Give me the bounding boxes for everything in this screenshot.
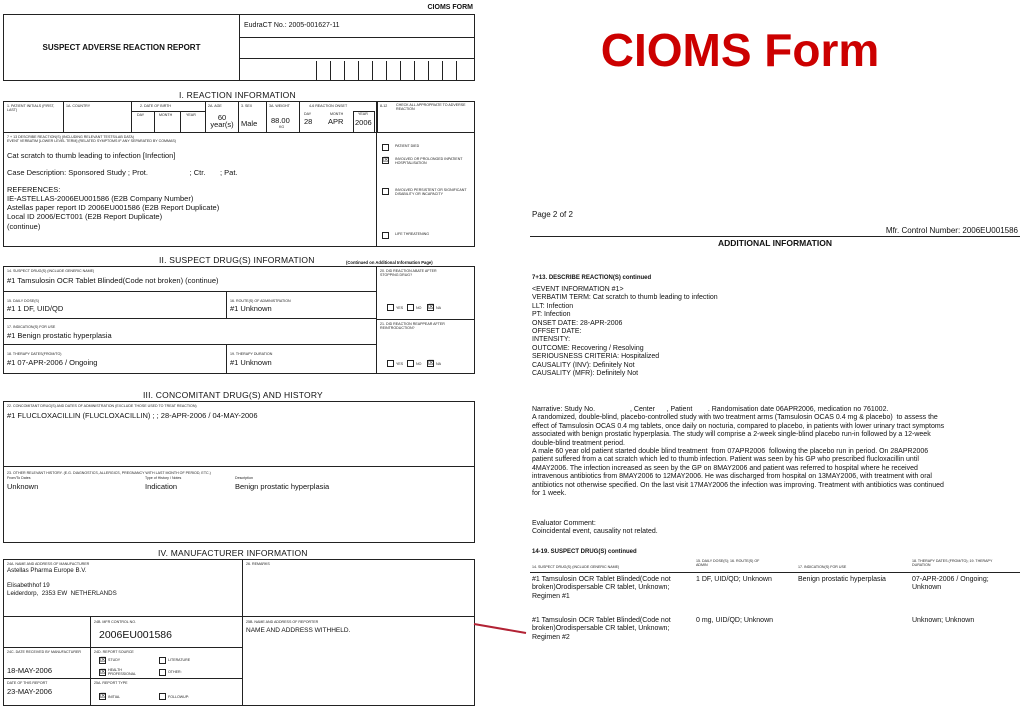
health-prof-checkbox[interactable]: ☒ [100, 669, 107, 676]
abate-box [376, 266, 475, 320]
weight-label: 3A. WEIGHT [269, 104, 290, 108]
onset-year-label: YEAR [358, 112, 368, 116]
event-line: CAUSALITY (INV): Definitely Not [532, 361, 635, 369]
suspect-table-header [530, 559, 1020, 573]
reporter-box [242, 616, 475, 706]
onset-label: 4-6 REACTION ONSET [309, 104, 348, 108]
remarks-label: 26. REMARKS [246, 562, 270, 566]
route-value: #1 Unknown [230, 304, 272, 313]
other-checkbox[interactable] [159, 669, 166, 676]
narrative-line: associated with benign prostatic hyperplasia. The study will comprise a 2-week single-blind placebo run-in followed by a 12-week [532, 431, 931, 439]
row1-indication: Benign prostatic hyperplasia [798, 576, 886, 583]
reappear-no-checkbox[interactable] [407, 360, 414, 367]
remarks-box [242, 559, 475, 617]
narrative-line: antibiotics not otherwise specified. On the last visit 17MAY2006 the infection was improving. Treatment with antibiotics was continued [532, 481, 944, 489]
section-suspect-title: II. SUSPECT DRUG(S) INFORMATION [159, 255, 315, 265]
reappear-na-checkbox[interactable]: ☒ [428, 360, 435, 367]
abate-yes-checkbox[interactable] [387, 304, 394, 311]
additional-control-number: Mfr. Control Number: 2006EU001586 [885, 226, 1018, 235]
literature-label: LITERATURE [168, 658, 191, 662]
control-number-box [90, 616, 243, 648]
event-line: ONSET DATE: 28-APR-2006 [532, 319, 623, 327]
table-header-dates: 18. THERAPY DATES (FROM/TO); 19. THERAPY DURATION [912, 559, 993, 568]
hospitalisation-label: INVOLVED OR PROLONGED INPATIENT HOSPITALISATION [395, 157, 463, 166]
event-line: LLT: Infection [532, 302, 574, 310]
row2-dates: Unknown; Unknown [912, 617, 975, 624]
report-type-label: 25A. REPORT TYPE [94, 681, 128, 685]
route-box [226, 291, 377, 319]
describe-line: Cat scratch to thumb leading to infection [Infection] [7, 151, 176, 160]
check-all-label: CHECK ALL APPROPRIATE TO ADVERSE REACTION [396, 103, 466, 112]
id-grid [239, 58, 475, 81]
row2-dose: 0 mg, UID/QD; Unknown [696, 617, 774, 624]
age-value: 60 year(s) [210, 113, 234, 129]
indication-value: #1 Benign prostatic hyperplasia [7, 331, 112, 340]
concomitant-value: #1 FLUCLOXACILLIN (FLUCLOXACILLIN) ; ; 28-APR-2006 / 04-MAY-2006 [7, 411, 258, 420]
table-row: #1 Tamsulosin OCR Tablet Blinded(Code not broken)Orodispersable CR tablet, Unknown; Regimen #1 [532, 576, 671, 600]
suspect-drug-box [3, 266, 377, 292]
describe-label: 7 + 13 DESCRIBE REACTION(S) (INCLUDING RELEVANT TESTS/LAB DATA) [7, 135, 134, 139]
onset-month-label: MONTH [330, 112, 344, 116]
checkall-box [376, 101, 475, 247]
manufacturer-address-line: Astellas Pharma Europe B.V. [7, 567, 87, 574]
reappear-na-label: NA [436, 362, 441, 366]
history-type-label: Type of History / Notes [145, 476, 182, 480]
evaluator-line: Evaluator Comment: [532, 520, 596, 527]
connector-line [470, 600, 530, 640]
table-header-dose: 15. DAILY DOSE(S); 16. ROUTE(S) OF ADMIN [696, 559, 760, 568]
history-label: 23. OTHER RELEVANT HISTORY. (E.G. DIAGNOSTICS, ALLERGICS, PREGNANCY WITH LAST MONTH OF PERIOD, ETC.) [7, 471, 211, 475]
duration-value: #1 Unknown [230, 358, 272, 367]
suspect-drug-label: 14. SUSPECT DRUG(S) (INCLUDE GENERIC NAME) [7, 269, 95, 273]
sex-label: 3. SEX [241, 104, 253, 108]
health-prof-label: HEALTH PROFESSIONAL [108, 668, 136, 677]
event-line: PT: Infection [532, 311, 571, 319]
date-report-box [3, 678, 91, 706]
dose-box [3, 291, 227, 319]
describe-continued-title: 7+13. DESCRIBE REACTION(S) continued [532, 275, 652, 281]
describe-sub: EVENT VERBATIM [LOWER LEVEL TERM] (RELATED SYMPTOMS IF ANY SEPARATED BY COMMAS) [7, 139, 177, 143]
describe-line: Astellas paper report ID 2006EU001586 (E2B Report Duplicate) [7, 203, 220, 213]
narrative-line: for 1 week. [532, 490, 567, 498]
dose-value: #1 1 DF, UID/QD [7, 304, 64, 313]
onset-month: APR [328, 117, 344, 126]
date-report-value: 23-MAY-2006 [7, 687, 53, 696]
narrative-line: double-blind treatment period. [532, 439, 626, 447]
other-label: OTHER: [168, 670, 182, 674]
evaluator-comment [532, 520, 658, 537]
abate-na-checkbox[interactable]: ☒ [428, 304, 435, 311]
literature-checkbox[interactable] [159, 657, 166, 664]
describe-line [7, 160, 238, 168]
duration-label: 19. THERAPY DURATION [230, 352, 273, 356]
eudract-box [239, 14, 475, 38]
history-from-value: Unknown [7, 482, 39, 491]
manufacturer-address-line: Elisabethhof 19 [7, 581, 50, 589]
blank-box [239, 37, 475, 59]
form-header-tag: CIOMS FORM [427, 4, 473, 11]
narrative-line: Narrative: Study No. , Center , Patient . Randomisation date 06APR2006, medication no 761002. [532, 406, 889, 413]
indication-box [3, 318, 377, 345]
suspect-note: (Continued on Additional Information Page) [346, 260, 433, 265]
event-line: INTENSITY: [532, 336, 571, 344]
event-information [532, 286, 718, 378]
history-desc-value: Benign prostatic hyperplasia [235, 482, 330, 491]
describe-line: (continue) [7, 221, 41, 231]
report-source-box [90, 647, 243, 679]
abate-no-checkbox[interactable] [407, 304, 414, 311]
life-threatening-label: LIFE THREATENING [395, 232, 430, 236]
event-line: OUTCOME: Recovering / Resolving [532, 344, 644, 352]
event-line: VERBATIM TERM: Cat scratch to thumb leading to infection [532, 294, 718, 302]
onset-day: 28 [304, 117, 313, 126]
narrative-line: patient suffered from a cat scratch which led to thumb infection. Patient was seen by his GP who prescribed flucloxacillin until [532, 456, 919, 464]
life-threatening-checkbox[interactable] [382, 232, 389, 239]
age-label: 2A. AGE [208, 104, 222, 108]
suspect-continued-title: 14-19. SUSPECT DRUG(S) continued [532, 549, 637, 555]
received-label: 24C. DATE RECEIVED BY MANUFACTURER [7, 650, 81, 654]
source-label: 24D. REPORT SOURCE [94, 650, 134, 654]
describe-line: IE-ASTELLAS-2006EU001586 (E2B Company Number) [7, 193, 194, 203]
reappear-no-label: NO [416, 362, 422, 366]
patient-died-label: PATIENT DIED [395, 144, 420, 148]
report-type-box [90, 678, 243, 706]
study-label: STUDY [108, 658, 121, 662]
manufacturer-name-label: 24A. NAME AND ADDRESS OF MANUFACTURER [7, 562, 90, 566]
date-report-label: DATE OF THIS REPORT [7, 681, 48, 685]
reappear-yes-label: YES [396, 362, 404, 366]
describe-line: Local ID 2006/ECT001 (E2B Report Duplicate) [7, 212, 163, 222]
describe-lines [7, 151, 238, 231]
dates-label: 18. THERAPY DATES(FROM/TO) [7, 352, 62, 356]
section-concomitant-title: III. CONCOMITANT DRUG(S) AND HISTORY [143, 390, 323, 400]
table-header-drug: 14. SUSPECT DRUG(S) (INCLUDE GENERIC NAME) [532, 565, 620, 569]
reporter-label: 25B. NAME AND ADDRESS OF REPORTER [246, 620, 319, 624]
hospitalisation-checkbox[interactable]: ☒ [383, 157, 390, 164]
report-title-box [3, 14, 240, 81]
describe-box [3, 132, 377, 247]
weight-unit: KG [279, 125, 285, 129]
abate-yes-label: YES [396, 306, 404, 310]
slide-title: CIOMS Form [600, 24, 880, 76]
manufacturer-address [7, 567, 117, 599]
weight-value: 88.00 [271, 116, 290, 125]
history-box [3, 466, 475, 543]
additional-info-page [530, 210, 1020, 660]
narrative-line: A male 60 year old patient started double blind treatment from 07APR2006 following the placebo run in period. On 28APR2006 [532, 448, 929, 456]
country-label: 1A. COUNTRY [66, 104, 91, 108]
reappear-yes-checkbox[interactable] [387, 360, 394, 367]
dob-month-label: MONTH [159, 113, 173, 117]
narrative-line: 4MAY2006. The infection increased as seen by the GP on 8MAY2006 and patient was referred to hospital where he received [532, 464, 918, 472]
dates-box [3, 344, 227, 374]
narrative [532, 406, 1018, 498]
event-line: CAUSALITY (MFR): Definitely Not [532, 370, 639, 378]
event-line: <EVENT INFORMATION #1> [532, 286, 624, 293]
control-value: 2006EU001586 [99, 629, 172, 641]
narrative-line: intravenous antibiotics from 8MAY2006 to 12MAY2006. He was discharged from hospital on 13MAY2006, with treatment with oral [532, 473, 932, 481]
history-from-label: From/To Dates [7, 476, 31, 480]
dob-label: 2. DATE OF BIRTH [140, 104, 172, 108]
received-box [3, 647, 91, 679]
onset-day-label: DAY [304, 112, 312, 116]
table-row: #1 Tamsulosin OCR Tablet Blinded(Code not broken)Orodispersable CR tablet, Unknown; Regimen #2 [532, 617, 671, 641]
describe-line: REFERENCES: [7, 184, 61, 194]
check-num-label: 8-12 [380, 104, 388, 108]
control-label: 24B. MFR CONTROL NO. [94, 620, 136, 624]
eudract-number: EudraCT No.: 2005-001627-11 [244, 22, 340, 29]
additional-heading: ADDITIONAL INFORMATION [718, 238, 832, 248]
reappear-box [376, 319, 475, 374]
concomitant-box [3, 401, 475, 467]
sex-value: Male [241, 119, 258, 128]
abate-no-label: NO [416, 306, 422, 310]
history-type-value: Indication [145, 482, 178, 491]
narrative-line: effect of Tamsulosin OCAS 0.4 mg tablets, once daily on nocturia, compared to placebo, in patients with lower urinary tract symptoms [532, 422, 945, 430]
dose-label: 15. DAILY DOSE(S) [7, 299, 40, 303]
dob-year-label: YEAR [186, 113, 196, 117]
duration-box [226, 344, 377, 374]
manufacturer-address-line: Leiderdorp, 2353 EW NETHERLANDS [7, 590, 117, 598]
describe-line [7, 177, 238, 185]
patient-died-checkbox[interactable] [382, 144, 389, 151]
followup-label: FOLLOWUP: [168, 695, 190, 699]
report-title: SUSPECT ADVERSE REACTION REPORT [42, 43, 201, 52]
reappear-label: 21. DID REACTION REAPPEAR AFTER REINTRODUCTION? [380, 322, 445, 331]
study-checkbox[interactable]: ☒ [100, 657, 107, 664]
dob-day-label: DAY [137, 113, 145, 117]
row1-dates: 07-APR-2006 / Ongoing; Unknown [912, 576, 989, 592]
onset-year: 2006 [355, 118, 372, 127]
abate-na-label: NA [436, 306, 441, 310]
suspect-drug-value: #1 Tamsulosin OCR Tablet Blinded(Code not broken) (continue) [7, 276, 219, 285]
disability-checkbox[interactable] [382, 188, 389, 195]
event-line: SERIOUSNESS CRITERIA: Hospitalized [532, 353, 660, 361]
history-desc-label: Description [235, 476, 253, 480]
abate-label: 20. DID REACTION ABATE AFTER STOPPING DRUG? [380, 269, 437, 278]
disability-label: INVOLVED PERSISTENT OR SIGNIFICANT DISABILITY OR INCAPACITY [395, 188, 467, 197]
reporter-value: NAME AND ADDRESS WITHHELD. [246, 627, 351, 634]
dates-value: #1 07-APR-2006 / Ongoing [7, 358, 98, 367]
route-label: 16. ROUTE(S) OF ADMINISTRATION [230, 299, 291, 303]
manufacturer-name-box [3, 559, 243, 617]
event-line: OFFSET DATE: [532, 328, 582, 336]
section-reaction-title: I. REACTION INFORMATION [179, 90, 296, 100]
narrative-line: A randomized, double-blind, placebo-controlled study with two treatment arms (Tamsulosin OCAS 0.4 mg & placebo) to assess the [532, 414, 938, 422]
concomitant-label: 22. CONCOMITANT DRUG(S) AND DATES OF ADMINISTRATION (EXCLUDE THOSE USED TO TREAT REACTION) [7, 404, 197, 408]
indication-label: 17. INDICATION(S) FOR USE [7, 325, 56, 329]
initial-checkbox[interactable]: ☒ [100, 693, 107, 700]
page-number: Page 2 of 2 [532, 210, 573, 219]
followup-checkbox[interactable] [159, 693, 166, 700]
initial-label: INITIAL [108, 695, 121, 699]
empty-24-box [3, 616, 91, 648]
received-value: 18-MAY-2006 [7, 666, 53, 675]
section-manufacturer-title: IV. MANUFACTURER INFORMATION [158, 548, 308, 558]
evaluator-line: Coincidental event, causality not related. [532, 528, 658, 536]
initials-label: 1. PATIENT INITIALS (FIRST, LAST) [7, 104, 55, 113]
row1-dose: 1 DF, UID/QD; Unknown [696, 576, 772, 583]
describe-line: Case Description: Sponsored Study ; Prot. ; Ctr. ; Pat. [7, 167, 238, 177]
cioms-form [3, 0, 475, 706]
table-header-indication: 17. INDICATION(S) FOR USE [798, 565, 847, 569]
